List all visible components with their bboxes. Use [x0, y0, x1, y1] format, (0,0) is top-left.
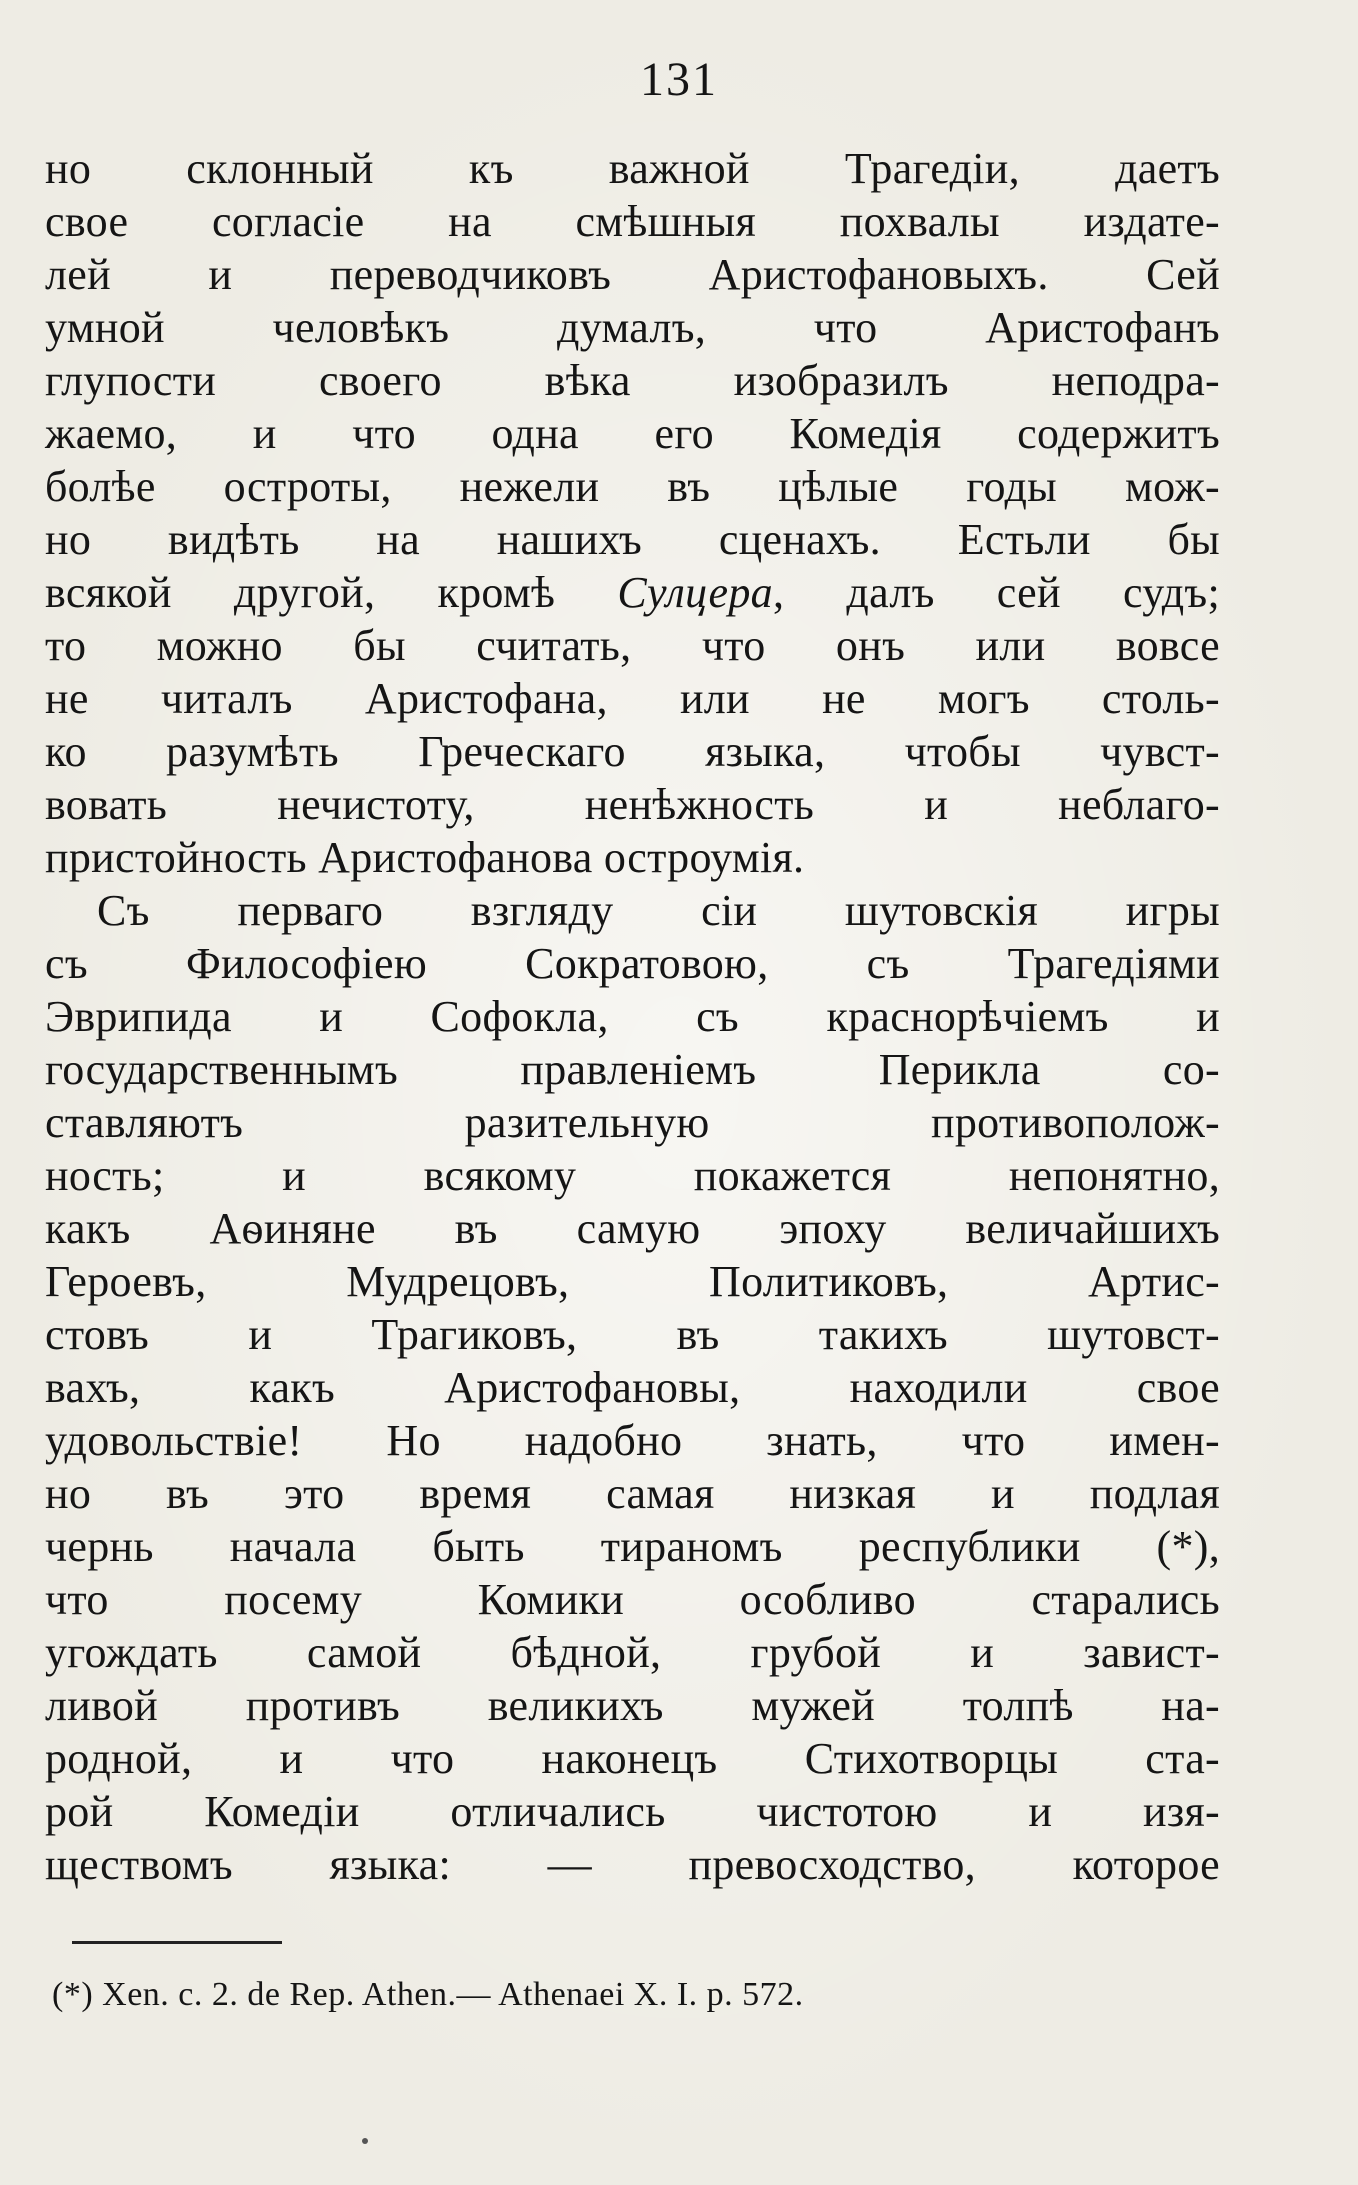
- text-line: то можно бы считать, что онъ или вовсе: [45, 621, 1220, 670]
- text-line: Героевъ, Мудрецовъ, Политиковъ, Артис-: [45, 1257, 1220, 1306]
- text-line: ко разумѣть Греческаго языка, чтобы чувст-: [45, 727, 1220, 776]
- text-line: вовать нечистоту, ненѣжность и неблаго-: [45, 780, 1220, 829]
- text-line: свое согласіе на смѣшныя похвалы издате-: [45, 197, 1220, 246]
- text-line: государственнымъ правленіемъ Перикла со-: [45, 1045, 1220, 1094]
- text-line: умной человѣкъ думалъ, что Аристофанъ: [45, 303, 1220, 352]
- footnote-rule: [72, 1941, 282, 1944]
- paper-speck: [362, 2138, 368, 2144]
- paragraph-1: [45, 142, 1220, 884]
- text-line: рой Комедіи отличались чистотою и изя-: [45, 1787, 1220, 1836]
- text-line: ливой противъ великихъ мужей толпѣ на-: [45, 1681, 1220, 1730]
- text-line: ществомъ языка: — превосходство, которое: [45, 1840, 1220, 1889]
- text-line: какъ Аѳиняне въ самую эпоху величайшихъ: [45, 1204, 1220, 1253]
- text-line: пристойность Аристофанова остроумія.: [45, 833, 805, 882]
- text-line: угождать самой бѣдной, грубой и завист-: [45, 1628, 1220, 1677]
- text-line: удовольствіе! Но надобно знать, что имен-: [45, 1416, 1220, 1465]
- text-line: стовъ и Трагиковъ, въ такихъ шутовст-: [45, 1310, 1220, 1359]
- text-line: Съ перваго взгляду сіи шутовскія игры: [97, 886, 1220, 935]
- text-line-with-italic: всякой другой, кромѣ Сулцера, далъ сей судъ;: [45, 568, 1220, 617]
- text-line: ность; и всякому покажется непонятно,: [45, 1151, 1220, 1200]
- text-line: болѣе остроты, нежели въ цѣлые годы мож-: [45, 462, 1220, 511]
- text-line: но склонный къ важной Трагедіи, даетъ: [45, 144, 1220, 193]
- text-line: чернь начала быть тираномъ республики (*),: [45, 1522, 1220, 1571]
- text-line: родной, и что наконецъ Стихотворцы ста-: [45, 1734, 1220, 1783]
- text-line: но видѣть на нашихъ сценахъ. Естьли бы: [45, 515, 1220, 564]
- text-line: что посему Комики особливо старались: [45, 1575, 1220, 1624]
- text-line: жаемо, и что одна его Комедія содержитъ: [45, 409, 1220, 458]
- footnote: (*) Xen. c. 2. de Rep. Athen.— Athenaei X. I. p. 572.: [52, 1976, 804, 2013]
- text-line: ставляютъ разительную противополож-: [45, 1098, 1220, 1147]
- page-number: 131: [640, 53, 718, 106]
- text-line: съ Философіею Сократовою, съ Трагедіями: [45, 939, 1220, 988]
- text-line: Эврипида и Софокла, съ краснорѣчіемъ и: [45, 992, 1220, 1041]
- text-line: не читалъ Аристофана, или не могъ столь-: [45, 674, 1220, 723]
- text-line: глупости своего вѣка изобразилъ неподра-: [45, 356, 1220, 405]
- paragraph-2: [45, 884, 1220, 1891]
- italic-name: Сулцера: [617, 568, 773, 617]
- text-line: лей и переводчиковъ Аристофановыхъ. Сей: [45, 250, 1220, 299]
- body-text: [45, 142, 1220, 1891]
- text-line: но въ это время самая низкая и подлая: [45, 1469, 1220, 1518]
- text-line: вахъ, какъ Аристофановы, находили свое: [45, 1363, 1220, 1412]
